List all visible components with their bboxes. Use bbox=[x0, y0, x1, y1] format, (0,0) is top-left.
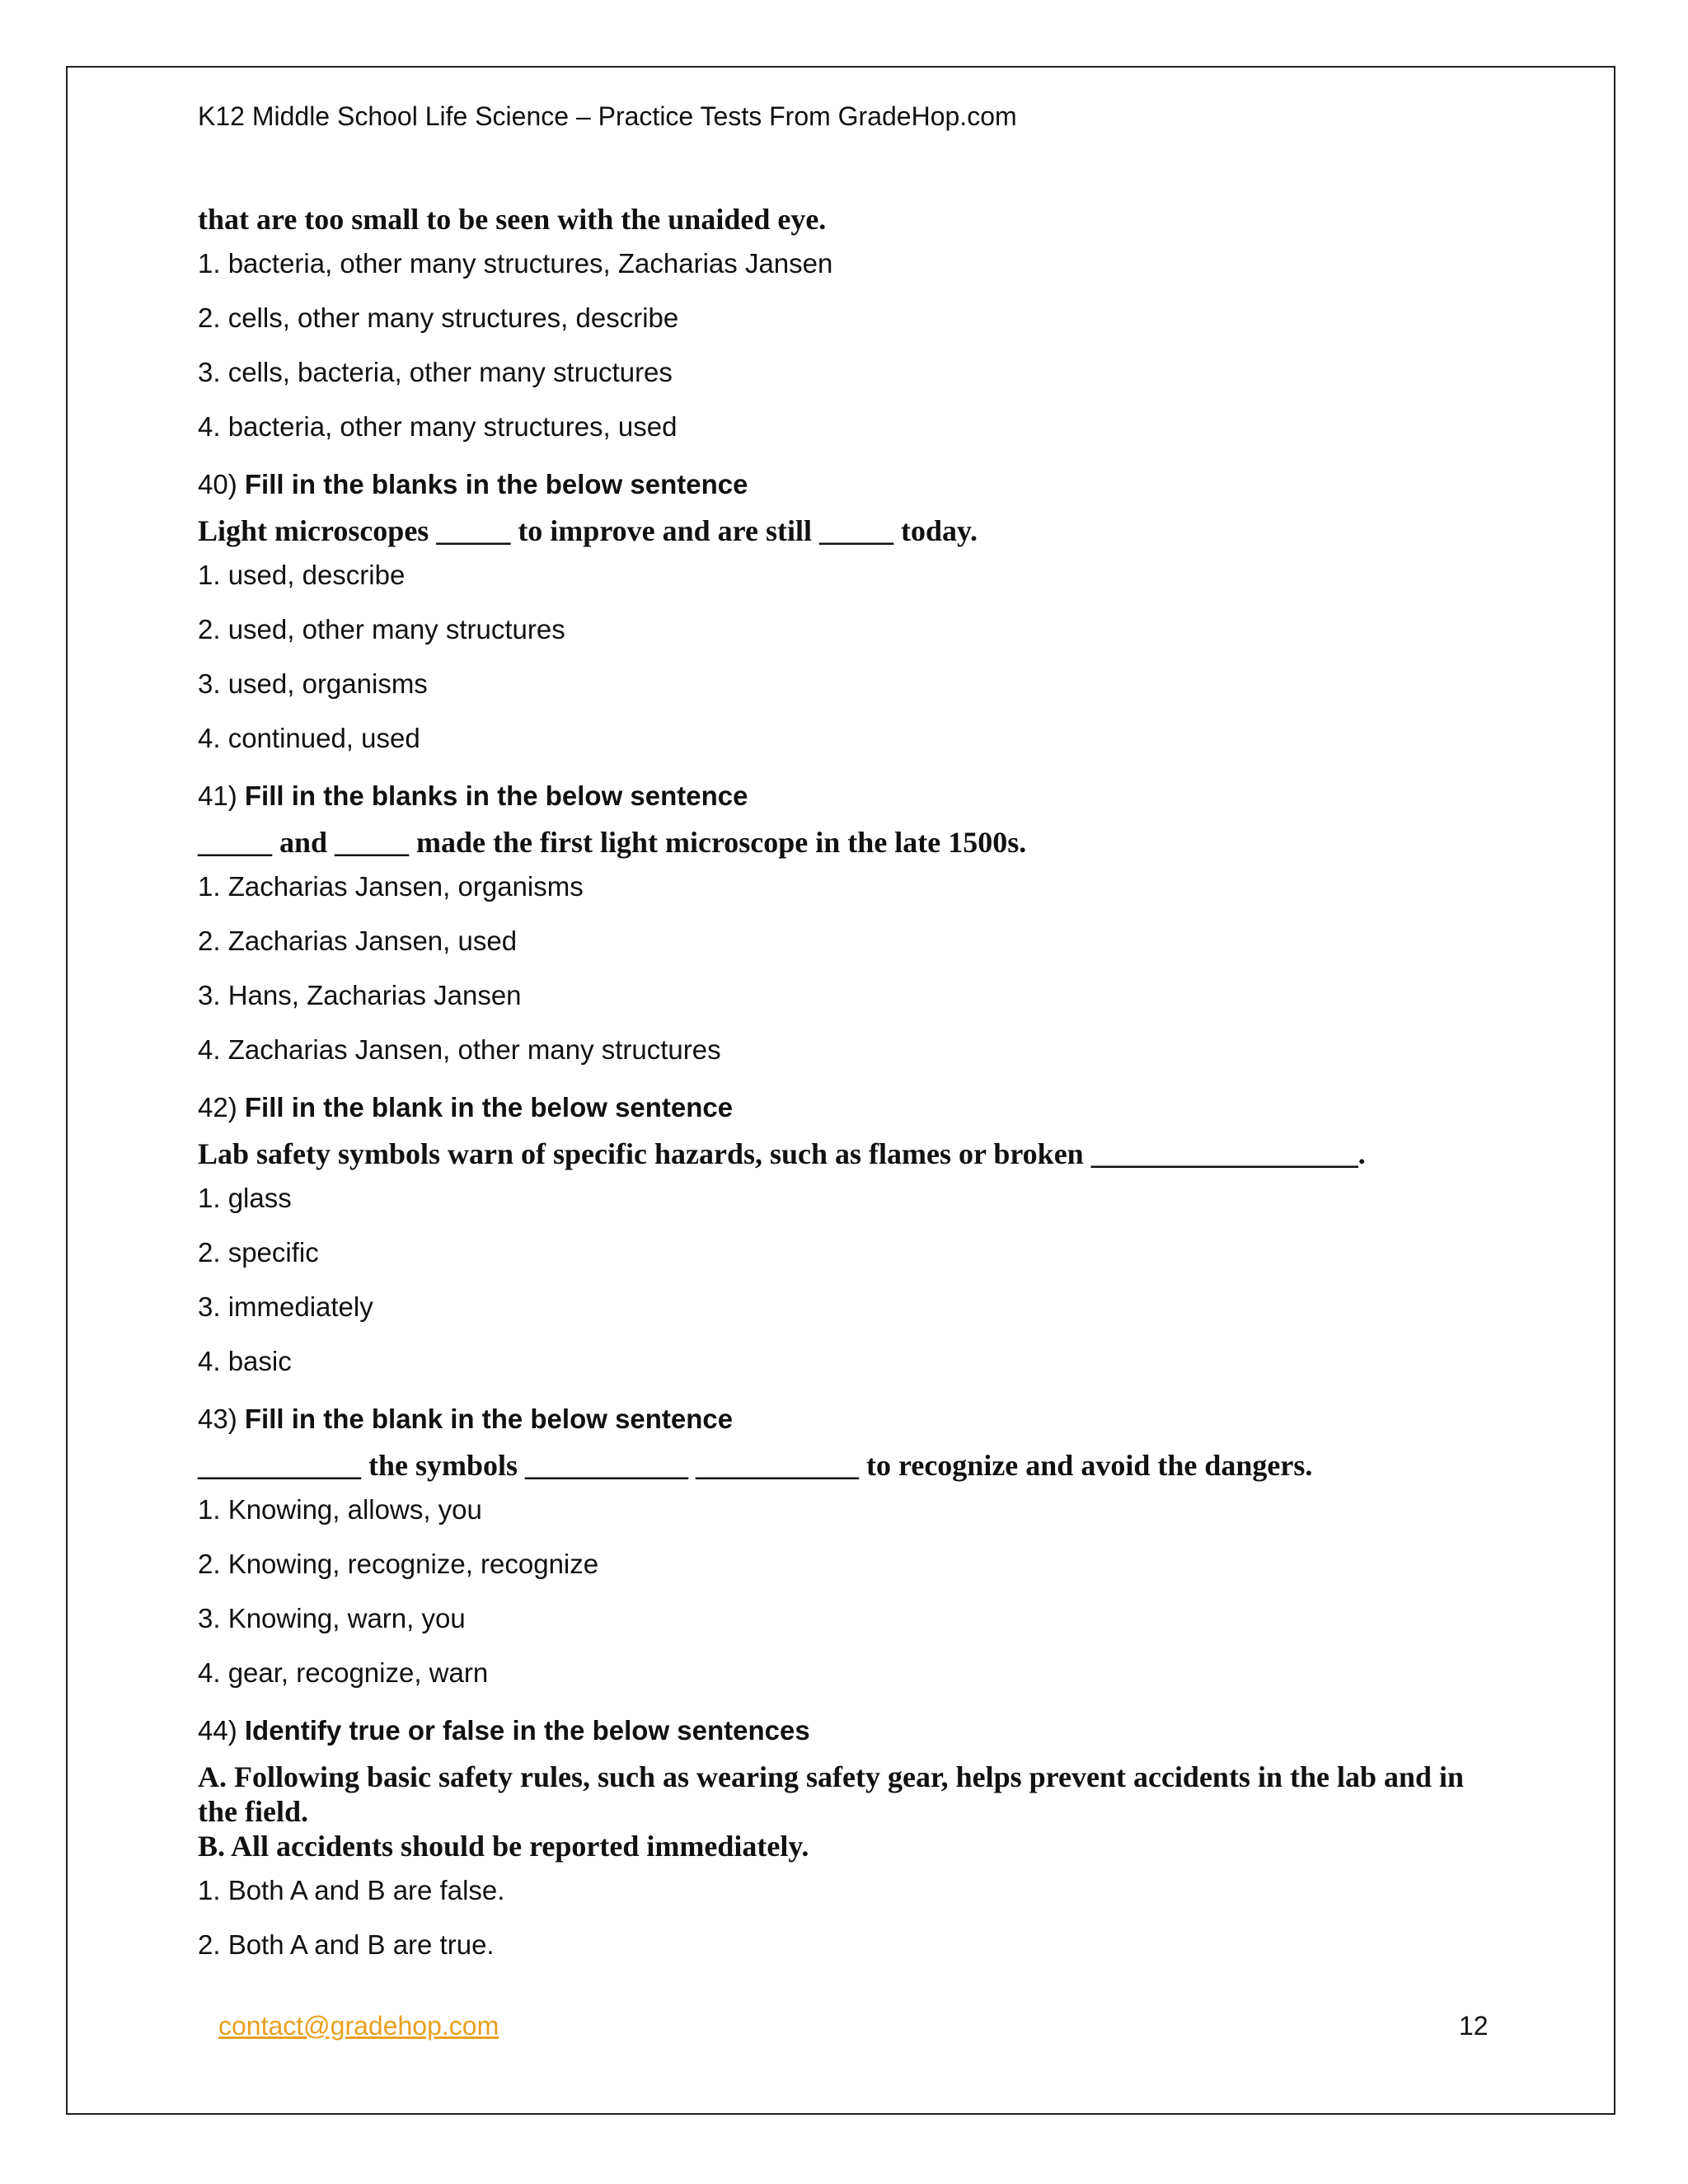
question-43 bbox=[198, 1390, 1500, 1700]
question-40-number: 40) bbox=[198, 469, 237, 499]
question-40-option-3: 3. used, organisms bbox=[198, 668, 428, 699]
question-44-heading bbox=[198, 1702, 1500, 1760]
question-44-option-2: 2. Both A and B are true. bbox=[198, 1929, 495, 1960]
question-41-option-2: 2. Zacharias Jansen, used bbox=[198, 926, 518, 956]
question-42-heading bbox=[198, 1079, 1500, 1137]
question-44 bbox=[198, 1702, 1500, 1972]
question-41-option-4: 4. Zacharias Jansen, other many structures bbox=[198, 1034, 721, 1065]
question-41-sentence: _____ and _____ made the first light microscope in the late 1500s. bbox=[198, 826, 1027, 859]
question-39-sentence: that are too small to be seen with the unaided eye. bbox=[198, 203, 827, 236]
question-41-instruction: Fill in the blanks in the below sentence bbox=[244, 780, 748, 811]
question-43-heading bbox=[198, 1390, 1500, 1448]
question-43-option-3: 3. Knowing, warn, you bbox=[198, 1603, 466, 1633]
question-40-instruction: Fill in the blanks in the below sentence bbox=[244, 469, 748, 499]
question-44-option-1: 1. Both A and B are false. bbox=[198, 1875, 505, 1905]
question-42-option-3: 3. immediately bbox=[198, 1291, 373, 1322]
question-42-instruction: Fill in the blank in the below sentence bbox=[244, 1092, 734, 1122]
question-42-option-1: 1. glass bbox=[198, 1183, 292, 1213]
question-41-heading bbox=[198, 767, 1500, 825]
question-40-heading bbox=[198, 456, 1500, 513]
question-42-sentence: Lab safety symbols warn of specific hazards, such as flames or broken __________________. bbox=[198, 1137, 1366, 1170]
question-43-option-2: 2. Knowing, recognize, recognize bbox=[198, 1549, 599, 1579]
question-44-statement-b: B. All accidents should be reported immediately. bbox=[198, 1830, 809, 1863]
question-40 bbox=[198, 456, 1500, 766]
question-39-option-4: 4. bacteria, other many structures, used bbox=[198, 411, 678, 442]
question-43-option-4: 4. gear, recognize, warn bbox=[198, 1657, 489, 1688]
question-44-statement-a: A. Following basic safety rules, such as wearing safety gear, helps prevent accidents in the lab and in the field. bbox=[198, 1760, 1465, 1828]
question-41-option-1: 1. Zacharias Jansen, organisms bbox=[198, 871, 584, 902]
question-40-option-4: 4. continued, used bbox=[198, 723, 420, 753]
question-44-number: 44) bbox=[198, 1715, 237, 1746]
question-39-option-2: 2. cells, other many structures, describe bbox=[198, 302, 679, 333]
contact-email-link[interactable]: contact@gradehop.com bbox=[218, 2011, 499, 2041]
page-header: K12 Middle School Life Science – Practice Tests From GradeHop.com bbox=[198, 101, 1017, 131]
question-40-option-1: 1. used, describe bbox=[198, 560, 406, 590]
question-44-instruction: Identify true or false in the below sentences bbox=[244, 1715, 810, 1746]
question-40-sentence: Light microscopes _____ to improve and are still _____ today. bbox=[198, 514, 978, 547]
question-43-instruction: Fill in the blank in the below sentence bbox=[244, 1404, 734, 1434]
question-42 bbox=[198, 1079, 1500, 1389]
question-43-number: 43) bbox=[198, 1404, 237, 1434]
question-39-continuation bbox=[198, 202, 1500, 454]
question-41-option-3: 3. Hans, Zacharias Jansen bbox=[198, 980, 522, 1010]
question-41-number: 41) bbox=[198, 780, 237, 811]
question-39-option-1: 1. bacteria, other many structures, Zacharias Jansen bbox=[198, 248, 833, 279]
question-42-option-2: 2. specific bbox=[198, 1237, 319, 1268]
question-43-sentence: ___________ the symbols ___________ ___________ to recognize and avoid the dangers. bbox=[198, 1449, 1313, 1482]
page-number: 12 bbox=[1459, 2011, 1489, 2041]
question-41 bbox=[198, 767, 1500, 1077]
question-40-option-2: 2. used, other many structures bbox=[198, 614, 565, 644]
question-42-option-4: 4. basic bbox=[198, 1346, 292, 1376]
question-42-number: 42) bbox=[198, 1092, 237, 1122]
question-39-option-3: 3. cells, bacteria, other many structures bbox=[198, 357, 673, 387]
page-content bbox=[198, 95, 1500, 1972]
question-43-option-1: 1. Knowing, allows, you bbox=[198, 1494, 482, 1525]
